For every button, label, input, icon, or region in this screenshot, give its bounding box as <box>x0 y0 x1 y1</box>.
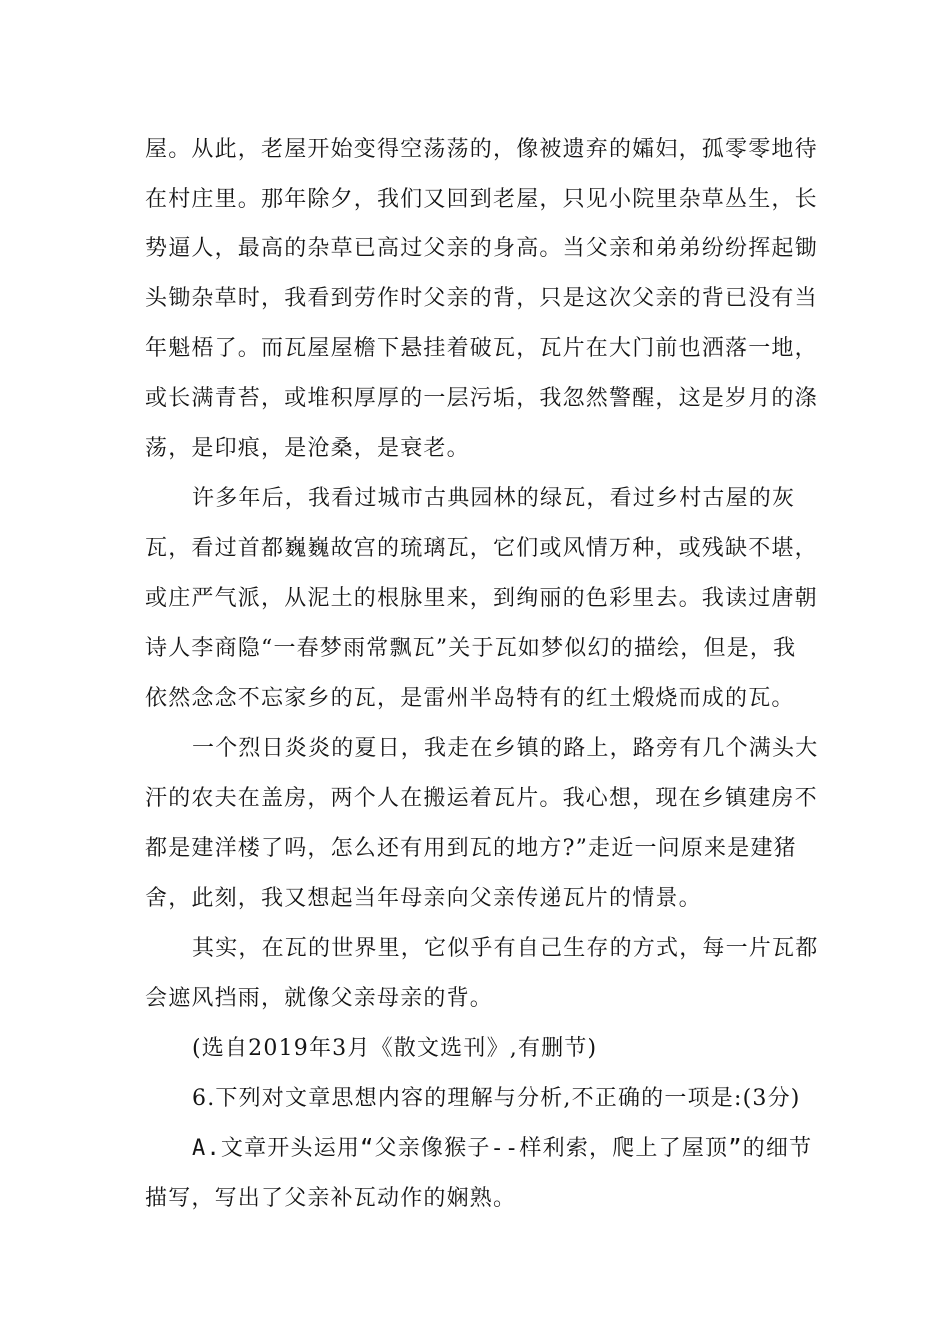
option-a-continued: 描写，写出了父亲补瓦动作的娴熟。 <box>145 1186 517 1211</box>
text-line: 会遮风挡雨，就像父亲母亲的背。 <box>145 986 494 1011</box>
option-a: A.文章开头运用“父亲像猴子--样利索，爬上了屋顶”的细节 <box>192 1136 813 1161</box>
text-line: 在村庄里。那年除夕，我们又回到老屋，只见小院里杂草丛生，长 <box>145 187 818 212</box>
text-line: 都是建洋楼了吗，怎么还有用到瓦的地方?”走近一问原来是建猪 <box>145 836 797 861</box>
text-line: 势逼人，最高的杂草已高过父亲的身高。当父亲和弟弟纷纷挥起锄 <box>145 236 818 261</box>
text-line: 屋。从此，老屋开始变得空荡荡的，像被遗弃的孀妇，孤零零地待 <box>145 137 818 162</box>
paragraph-start-line: 一个烈日炎炎的夏日，我走在乡镇的路上，路旁有几个满头大 <box>192 736 819 761</box>
text-line: 依然念念不忘家乡的瓦，是雷州半岛特有的红土煅烧而成的瓦。 <box>145 686 795 711</box>
text-line: 年魁梧了。而瓦屋屋檐下悬挂着破瓦，瓦片在大门前也洒落一地， <box>145 336 818 361</box>
paragraph-start-line: 其实，在瓦的世界里，它似乎有自己生存的方式，每一片瓦都 <box>192 936 819 961</box>
text-line: 舍，此刻，我又想起当年母亲向父亲传递瓦片的情景。 <box>145 886 702 911</box>
text-line: 头锄杂草时，我看到劳作时父亲的背，只是这次父亲的背已没有当 <box>145 286 818 311</box>
text-line: 或庄严气派，从泥土的根脉里来，到绚丽的色彩里去。我读过唐朝 <box>145 586 818 611</box>
text-line: 诗人李商隐“一春梦雨常飘瓦”关于瓦如梦似幻的描绘，但是，我 <box>145 636 797 661</box>
text-line: 或长满青苔，或堆积厚厚的一层污垢，我忽然警醒，这是岁月的涤 <box>145 386 818 411</box>
text-line: 汗的农夫在盖房，两个人在搬运着瓦片。我心想，现在乡镇建房不 <box>145 786 818 811</box>
paragraph-start-line: 许多年后，我看过城市古典园林的绿瓦，看过乡村古屋的灰 <box>192 486 796 511</box>
source-citation: (选自2019年3月《散文选刊》,有删节) <box>192 1036 598 1061</box>
text-line: 瓦，看过首都巍巍故宫的琉璃瓦，它们或风情万种，或残缺不堪， <box>145 536 818 561</box>
question-stem: 6.下列对文章思想内容的理解与分析,不正确的一项是:(3分) <box>192 1086 801 1111</box>
text-line: 荡，是印痕，是沧桑，是衰老。 <box>145 436 470 461</box>
